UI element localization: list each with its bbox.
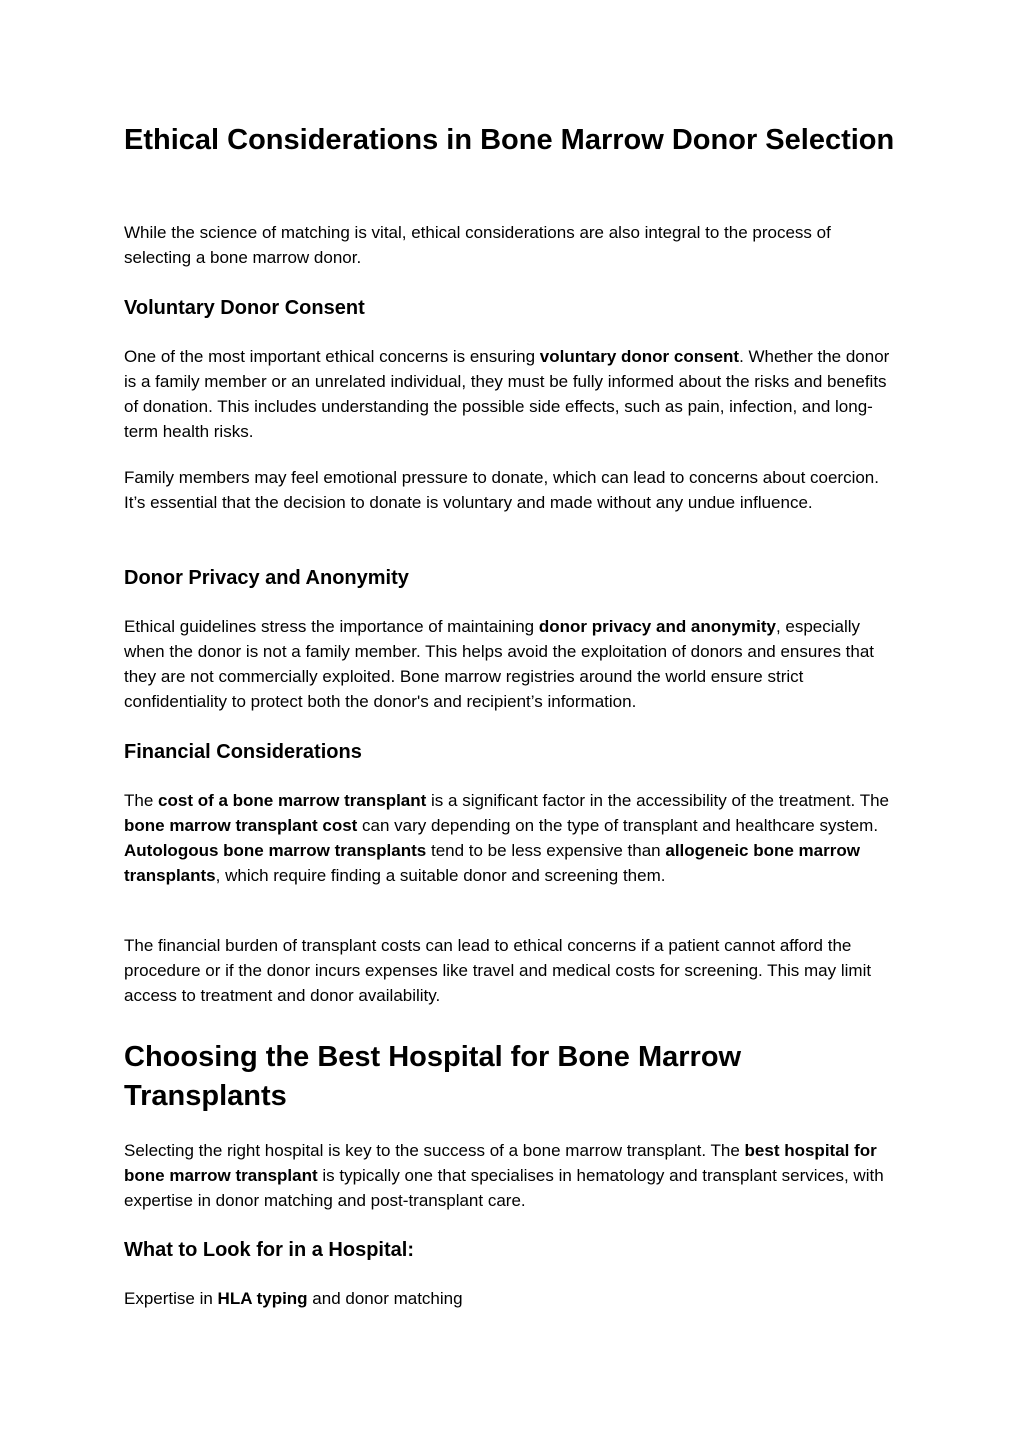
heading-financial-considerations: Financial Considerations [124,741,362,763]
text-run: tend to be less expensive than [426,841,666,860]
bold-term: cost of a bone marrow transplant [158,791,427,810]
text-run: One of the most important ethical concerns is ensuring [124,347,540,366]
heading-voluntary-consent: Voluntary Donor Consent [124,297,365,319]
text-run: , which require finding a suitable donor and screening them. [215,866,666,885]
text-run: is typically one that specialises in hematology and transplant services, with expertise in donor matching and post-transplant care. [124,1166,884,1210]
bold-term: voluntary donor consent [539,347,740,366]
text-run: . Whether the donor is a family member or an unrelated individual, they must be fully informed about the risks and benefits of donation. This includes understanding the possible side effects, such as pain, infection, and long-term health risks. [124,347,890,441]
financial-paragraph-2: The financial burden of transplant costs can lead to ethical concerns if a patient cannot afford the procedure or if the donor incurs expenses like travel and medical costs for screening. This may limit access to treatment and donor availability. [124,936,872,1005]
heading-what-to-look-for: What to Look for in a Hospital: [124,1239,414,1261]
text-run: , especially when the donor is not a family member. This helps avoid the exploitation of donors and ensures that they are not commercially exploited. Bone marrow registries around the world ensure strict confidentiality to protect both the donor's and recipient’s information. [124,617,875,711]
heading-choosing-hospital: Choosing the Best Hospital for Bone Marrow Transplants [124,1041,742,1112]
hospital-intro-paragraph [124,1138,900,1213]
text-run: can vary depending on the type of transplant and healthcare system. [357,816,879,835]
text-run: Ethical guidelines stress the importance of maintaining [124,617,539,636]
bold-term: best hospital for bone marrow transplant [124,1141,877,1185]
intro-paragraph: While the science of matching is vital, ethical considerations are also integral to the process of selecting a bone marrow donor. [124,223,831,267]
bold-term: bone marrow transplant cost [124,816,358,835]
text-run: is a significant factor in the accessibility of the treatment. The [426,791,889,810]
bold-term: allogeneic bone marrow transplants [124,841,860,885]
heading-donor-privacy: Donor Privacy and Anonymity [124,567,409,589]
bold-term: HLA typing [217,1289,308,1308]
bold-term: donor privacy and anonymity [538,617,776,636]
text-run: Selecting the right hospital is key to the success of a bone marrow transplant. The [124,1141,745,1160]
text-run: and donor matching [307,1289,463,1308]
text-run: Expertise in [124,1289,218,1308]
heading-ethical-considerations: Ethical Considerations in Bone Marrow Donor Selection [124,124,895,156]
text-run: The [124,791,159,810]
bold-term: Autologous bone marrow transplants [124,841,427,860]
consent-paragraph-1 [124,344,900,444]
financial-paragraph-1 [124,788,900,888]
list-item-hla-typing [124,1286,900,1311]
privacy-paragraph [124,614,900,714]
consent-paragraph-2: Family members may feel emotional pressure to donate, which can lead to concerns about coercion. It’s essential that the decision to donate is voluntary and made without any undue influence. [124,468,879,512]
